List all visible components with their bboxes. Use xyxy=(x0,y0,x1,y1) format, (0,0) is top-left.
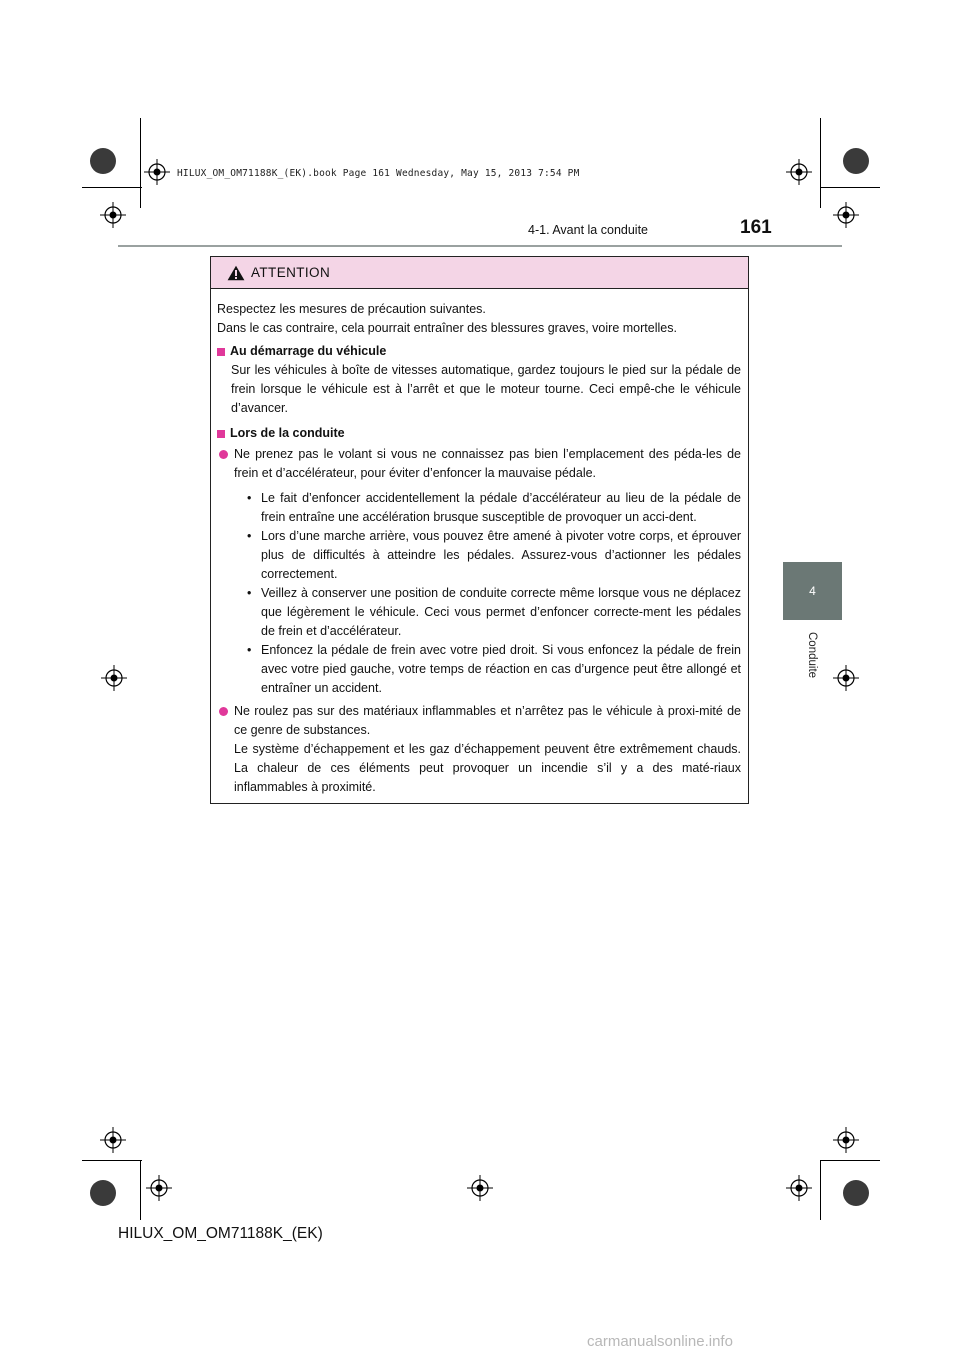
registration-mark-icon xyxy=(144,159,170,185)
square-bullet-icon xyxy=(217,348,225,356)
registration-mark-icon xyxy=(100,202,126,228)
chapter-number: 4 xyxy=(809,584,816,598)
section-title: 4-1. Avant la conduite xyxy=(528,223,648,237)
book-stamp: HILUX_OM_OM71188K_(EK).book Page 161 Wednesday, May 15, 2013 7:54 PM xyxy=(177,168,580,179)
warning-header xyxy=(211,257,748,289)
square-bullet-icon xyxy=(217,430,225,438)
registration-mark-icon xyxy=(833,1127,859,1153)
crop-line xyxy=(140,118,141,208)
crop-line xyxy=(820,187,880,188)
list-item: Ne roulez pas sur des matériaux inflammables et n’arrêtez pas le véhicule à proxi-mité de ce genre de substances. Le système d’échappement et les gaz d’échappement peuvent être extrêmement chauds. La chaleur de ces éléments peut provoquer un incendie s’il y a des maté-riaux inflammables à proximité. xyxy=(217,702,741,797)
watermark: carmanualsonline.info xyxy=(587,1333,733,1350)
registration-mark-icon xyxy=(101,665,127,691)
list-item: Ne prenez pas le volant si vous ne connaissez pas bien l’emplacement des péda-les de frein et d’accélérateur, pour éviter d’enfoncer la mauvaise pédale. xyxy=(217,445,741,483)
list-item: • Le fait d’enfoncer accidentellement la pédale d’accélérateur au lieu de la pédale de frein entraîne une accélération brusque susceptible de provoquer un acci-dent. xyxy=(247,491,741,524)
print-mark-icon xyxy=(843,148,869,174)
warning-box xyxy=(210,256,749,804)
registration-mark-icon xyxy=(786,1175,812,1201)
print-mark-icon xyxy=(843,1180,869,1206)
crop-line xyxy=(820,1160,821,1220)
crop-line xyxy=(82,1160,142,1161)
bullet-list xyxy=(247,489,741,698)
manual-code: HILUX_OM_OM71188K_(EK) xyxy=(118,1225,323,1242)
intro-line: Respectez les mesures de précaution suivantes. xyxy=(217,302,486,316)
registration-mark-icon xyxy=(146,1175,172,1201)
list-item: • Lors d’une marche arrière, vous pouvez être amené à pivoter votre corps, et éprouver plus de difficultés à atteindre les pédales. Assurez-vous d’actionner les pédales correctement. xyxy=(247,529,741,581)
crop-line xyxy=(140,1160,141,1220)
warning-body xyxy=(211,289,748,797)
section-heading: Au démarrage du véhicule xyxy=(217,342,741,361)
print-mark-icon xyxy=(90,1180,116,1206)
registration-mark-icon xyxy=(833,202,859,228)
registration-mark-icon xyxy=(786,159,812,185)
intro-line: Dans le cas contraire, cela pourrait entraîner des blessures graves, voire mortelles. xyxy=(217,321,677,335)
chapter-label: Conduite xyxy=(806,632,818,679)
registration-mark-icon xyxy=(100,1127,126,1153)
section-heading: Lors de la conduite xyxy=(217,424,741,443)
list-item: • Veillez à conserver une position de conduite correcte même lorsque vous ne déplacez que légèrement le véhicule. Ceci vous permet d’enfoncer correcte-ment les pédales de frein et d’accélérateur. xyxy=(247,586,741,638)
page-number: 161 xyxy=(740,217,772,238)
crop-line xyxy=(820,118,821,208)
chapter-tab xyxy=(783,562,842,620)
registration-mark-icon xyxy=(467,1175,493,1201)
registration-mark-icon xyxy=(833,665,859,691)
print-mark-icon xyxy=(90,148,116,174)
warning-triangle-icon xyxy=(227,265,245,281)
circle-bullet-icon xyxy=(219,450,228,459)
header-rule xyxy=(118,245,842,247)
circle-bullet-icon xyxy=(219,707,228,716)
crop-line xyxy=(82,187,142,188)
crop-line xyxy=(820,1160,880,1161)
list-item: • Enfoncez la pédale de frein avec votre pied droit. Si vous enfoncez la pédale de frein avec votre pied gauche, votre temps de réaction en cas d’urgence peut être allongé et entraîner un accident. xyxy=(247,643,741,695)
section-text: Sur les véhicules à boîte de vitesses automatique, gardez toujours le pied sur la pédale de frein lorsque le véhicule est à l’arrêt et que le moteur tourne. Ceci empê-che le véhicule d’avancer. xyxy=(231,363,741,415)
warning-title: ATTENTION xyxy=(251,265,331,280)
